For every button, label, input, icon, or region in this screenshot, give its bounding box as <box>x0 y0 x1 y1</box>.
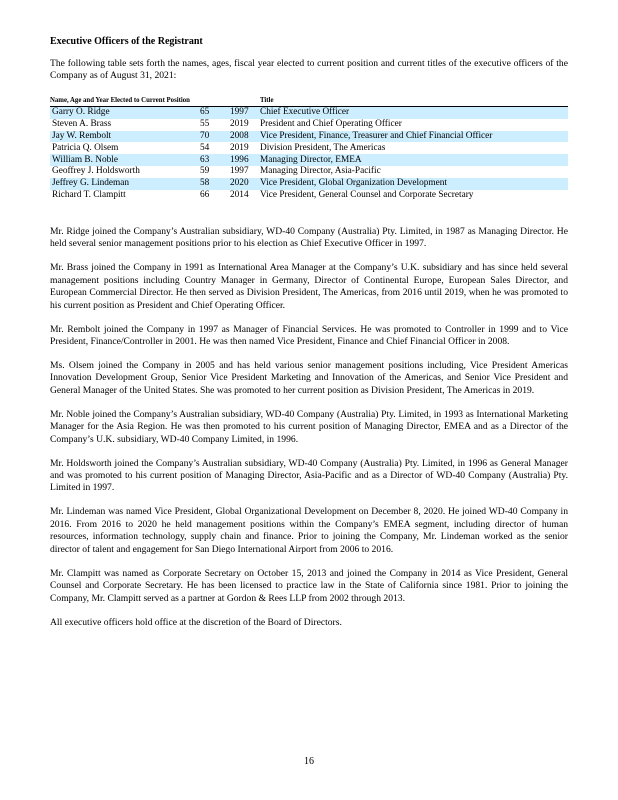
table-header-row <box>50 96 568 107</box>
table-body <box>50 107 568 202</box>
officer-title: Vice President, Finance, Treasurer and Chief Financial Officer <box>260 131 568 143</box>
officer-year: 1997 <box>230 166 249 177</box>
officer-age: 63 <box>200 154 230 166</box>
officer-name: Patricia Q. Olsem <box>52 142 119 153</box>
body-paragraph: Mr. Clampitt was named as Corporate Secretary on October 15, 2013 and joined the Company in 2014 as Vice President, General Counsel and Corporate Secretary. He has been licensed to practice law in the State of California since 1981. Prior to joining the Company, Mr. Clampitt served as a partner at Gordon & Rees LLP from 2002 through 2013. <box>50 567 568 604</box>
officer-name: Jeffrey G. Lindeman <box>50 178 200 190</box>
officer-name: Jay W. Rembolt <box>50 131 200 143</box>
officer-title: Vice President, Global Organization Development <box>260 178 568 190</box>
officer-age: 54 <box>200 142 210 153</box>
officer-name: William B. Noble <box>50 154 200 166</box>
body-paragraph: Mr. Rembolt joined the Company in 1997 as Manager of Financial Services. He was promoted to Controller in 1999 and to Vice President, Finance/Controller in 2001. He was then named Vice President, Finance and Chief Financial Officer in 2008. <box>50 323 568 348</box>
officer-age: 70 <box>200 131 230 143</box>
table-row <box>50 166 568 178</box>
header-title: Title <box>260 96 568 107</box>
body-paragraph: Ms. Olsem joined the Company in 2005 and has held various senior management positions including, Vice President Americas Innovation Development Group, Senior Vice President Marketing and Innovation of the Americas, and Senior Vice President and General Manager of the United States. She was promoted to her current position as Division President, The Americas in 2019. <box>50 360 568 396</box>
biography-paragraphs <box>50 226 568 641</box>
officer-title: Chief Executive Officer <box>260 107 568 119</box>
body-paragraph: Mr. Ridge joined the Company’s Australian subsidiary, WD-40 Company (Australia) Pty. Limited, in 1987 as Managing Director. He held several senior management positions prior to his election as Chief Executive Officer in 1997. <box>50 226 568 250</box>
officer-year: 2019 <box>230 142 249 153</box>
executive-officers-table <box>50 96 568 201</box>
officer-name: Garry O. Ridge <box>50 107 200 119</box>
officer-name: Richard T. Clampitt <box>52 189 126 200</box>
table-row <box>50 119 568 131</box>
officer-age: 65 <box>200 107 230 119</box>
table-row <box>50 190 568 202</box>
section-title: Executive Officers of the Registrant <box>50 36 203 47</box>
officer-name: Steven A. Brass <box>52 119 112 130</box>
body-paragraph: Mr. Brass joined the Company in 1991 as International Area Manager at the Company’s U.K. subsidiary and has since held several management positions including Country Manager in Germany, Director of Continental Europe, European Sales Director, and European Commercial Director. He then served as Division President, The Americas, from 2016 until 2019, when he was promoted to his current position as President and Chief Operating Officer. <box>50 262 568 311</box>
officer-year: 2019 <box>230 119 249 130</box>
officer-age: 66 <box>200 189 210 200</box>
officer-title: Division President, The Americas <box>260 142 386 153</box>
officer-title: Managing Director, EMEA <box>260 154 568 166</box>
officer-title: Vice President, General Counsel and Corporate Secretary <box>260 189 474 200</box>
body-paragraph: Mr. Holdsworth joined the Company’s Australian subsidiary, WD-40 Company (Australia) Pty. Limited, in 1996 as General Manager and was promoted to his current position of Managing Director, Asia-Pacific and as a Director of WD-40 Company (Australia) Pty. Limited in 1997. <box>50 457 568 494</box>
intro-paragraph: The following table sets forth the names, ages, fiscal year elected to current position and current titles of the executive officers of the Company as of August 31, 2021: <box>50 58 568 81</box>
table-row <box>50 142 568 154</box>
officer-age: 55 <box>200 119 210 130</box>
officer-year: 2014 <box>230 189 249 200</box>
body-paragraph: All executive officers hold office at the discretion of the Board of Directors. <box>50 616 342 628</box>
officer-name: Geoffrey J. Holdsworth <box>52 166 140 177</box>
officer-year: 1996 <box>230 154 260 166</box>
officer-age: 58 <box>200 178 230 190</box>
body-paragraph: Mr. Noble joined the Company’s Australian subsidiary, WD-40 Company (Australia) Pty. Limited, in 1993 as International Marketing Manager for the Asia Region. He was then promoted to his current position of Managing Director, EMEA and as a Director of the Company’s U.K. subsidiary, WD-40 Company Limited, in 1996. <box>50 408 568 445</box>
body-paragraph: Mr. Lindeman was named Vice President, Global Organizational Development on December 8, 2020. He joined WD-40 Company in 2016. From 2016 to 2020 he held management positions within the Company’s EMEA segment, including director of human resources, information technology, supply chain and finance. Prior to joining the Company, Mr. Lindeman worked as the senior director of talent and engagement for San Diego International Airport from 2006 to 2016. <box>50 506 568 555</box>
table-row <box>50 131 568 143</box>
officer-age: 59 <box>200 166 210 177</box>
header-name-age-year: Name, Age and Year Elected to Current Position <box>50 96 260 107</box>
officer-title: Managing Director, Asia-Pacific <box>260 166 381 177</box>
page-number: 16 <box>304 756 314 767</box>
table-row <box>50 178 568 190</box>
officer-title: President and Chief Operating Officer <box>260 119 402 130</box>
table-row <box>50 154 568 166</box>
officer-year: 1997 <box>230 107 260 119</box>
officer-year: 2008 <box>230 131 260 143</box>
officer-year: 2020 <box>230 178 260 190</box>
table-row <box>50 107 568 119</box>
